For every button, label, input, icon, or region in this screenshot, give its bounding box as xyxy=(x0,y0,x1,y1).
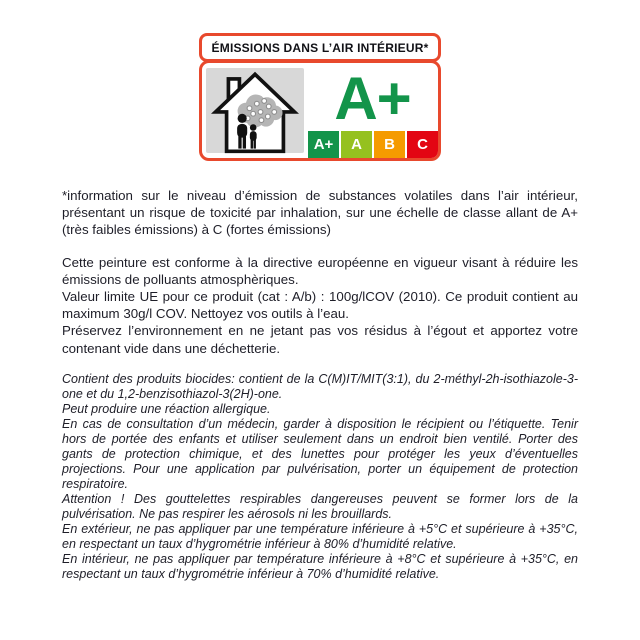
precaution-paragraph-biocides: Contient des produits biocides: contient de la C(M)IT/MIT(3:1), du 2-méthyl-2h-isothiazole-3-one et du 1,2-benzisothiazol-3(2H)-one. xyxy=(62,371,578,401)
regulatory-block xyxy=(62,254,578,357)
rating-scale xyxy=(308,131,438,158)
scale-cell-c: C xyxy=(407,131,438,158)
label-text-body xyxy=(62,187,578,582)
emissions-label-body xyxy=(199,60,441,161)
precaution-paragraph-spray-warning: Attention ! Des gouttelettes respirables dangereuses peuvent se former lors de la pulvérisation. Ne pas respirer les aérosols ni les brouillards. xyxy=(62,491,578,521)
footnote-paragraph: *information sur le niveau d’émission de substances volatiles dans l’air intérieur, présentant un risque de toxicité par inhalation, sur une échelle de classe allant de A+ (très faibles émissions) à C (fortes émissions) xyxy=(62,188,578,238)
precautions-block xyxy=(62,372,578,582)
house-icon xyxy=(208,67,302,155)
regulatory-paragraph-directive: Cette peinture est conforme à la directive européenne en vigueur visant à réduire les émissions de polluants atmosphèriques. xyxy=(62,254,578,287)
rating-column xyxy=(307,63,438,158)
regulatory-paragraph-voc-limit: Valeur limite UE pour ce produit (cat : A/b) : 100g/lCOV (2010). Ce produit contient au maximum 30g/l COV. Nettoyez vos outils à l’eau. xyxy=(62,289,578,322)
emissions-label-header xyxy=(199,33,441,62)
house-indoor-air-icon xyxy=(206,68,304,153)
precaution-paragraph-exterior-temp: En extérieur, ne pas appliquer par une température inférieure à +5°C et supérieure à +35°C, en respectant un taux d’hygrométrie inférieur à 80% d’humidité relative. xyxy=(62,521,578,551)
precaution-paragraph-safety: En cas de consultation d’un médecin, garder à disposition le récipient ou l’étiquette. Tenir hors de portée des enfants et utiliser seulement dans un endroit bien ventilé. Porter des gants de protection chimique, et des lunettes pour protéger les yeux d’éventuelles projections. Pour une application par pulvérisation, porter un équipement de protection respiratoire. xyxy=(62,416,578,491)
rating-value: A+ xyxy=(334,64,411,132)
scale-cell-a-plus: A+ xyxy=(308,131,339,158)
emissions-label xyxy=(199,33,441,161)
scale-cell-b: B xyxy=(374,131,405,158)
precaution-paragraph-allergy: Peut produire une réaction allergique. xyxy=(62,401,271,416)
emissions-label-title: ÉMISSIONS DANS L’AIR INTÉRIEUR* xyxy=(211,40,429,55)
precaution-paragraph-interior-temp: En intérieur, ne pas appliquer par température inférieure à +8°C et supérieure à +35°C, en respectant un taux d’hygrométrie inférieur à 70% d’humidité relative. xyxy=(62,551,578,581)
regulatory-paragraph-environment: Préservez l’environnement en ne jetant pas vos résidus à l’égout et apportez votre contenant vide dans une déchetterie. xyxy=(62,323,578,356)
scale-cell-a: A xyxy=(341,131,372,158)
